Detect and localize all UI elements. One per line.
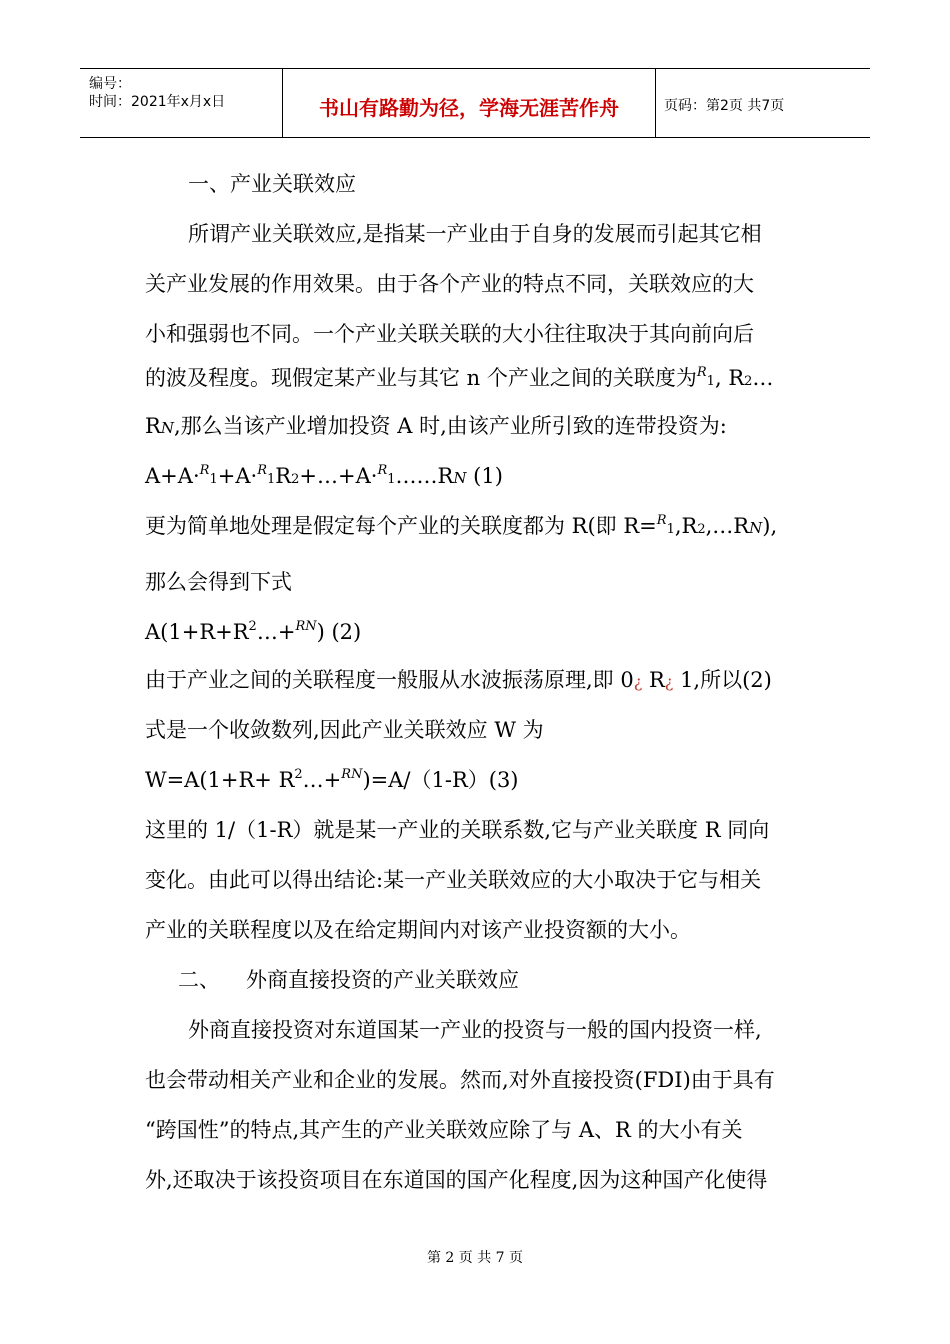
symbol: A xyxy=(355,464,371,488)
symbol: 1 xyxy=(209,472,218,487)
paragraph-line: 产业的关联程度以及在给定期间内对该产业投资额的大小。 xyxy=(145,918,691,942)
symbol: R xyxy=(145,414,161,438)
time-label: 时间：2021年x月x日 xyxy=(89,94,226,110)
symbol: R xyxy=(295,619,306,634)
section-heading-2-number: 二、 xyxy=(178,968,220,992)
equation-2 xyxy=(145,620,361,645)
page-label: 页码：第2页 共7页 xyxy=(664,98,785,114)
symbol: R xyxy=(696,365,707,380)
symbol: A xyxy=(177,464,193,488)
symbol: … xyxy=(316,464,338,488)
page-footer: 第 2 页 共 7 页 xyxy=(426,1250,524,1266)
symbol: , xyxy=(714,366,722,390)
symbol: R xyxy=(199,463,210,478)
number-label: 编号： xyxy=(89,76,131,92)
text: )=A/（1-R）(3) xyxy=(362,768,519,792)
symbol: 1 xyxy=(266,472,276,487)
symbol: R xyxy=(681,514,698,538)
paragraph-line: “跨国性”的特点,其产生的产业关联效应除了与 A、R 的大小有关 xyxy=(145,1118,743,1142)
symbol: 2 xyxy=(744,374,753,389)
symbol: R xyxy=(648,668,665,692)
symbol: R xyxy=(275,464,292,488)
symbol: N xyxy=(453,469,467,487)
symbol: 1 xyxy=(387,472,396,487)
text: A(1+R+R xyxy=(145,620,249,644)
paragraph-line: 这里的 1/（1-R）就是某一产业的关联系数,它与产业关联度 R 同向 xyxy=(145,818,770,842)
paragraph-line: 外,还取决于该投资项目在东道国的国产化程度,因为这种国产化使得 xyxy=(145,1168,768,1192)
symbol: 1 xyxy=(666,522,675,537)
text: ,…R xyxy=(705,514,750,538)
paragraph-line: 关产业发展的作用效果。由于各个产业的特点不同，关联效应的大 xyxy=(145,272,754,296)
symbol: N xyxy=(160,419,174,437)
symbol: R xyxy=(656,513,667,528)
section-heading-2: 外商直接投资的产业关联效应 xyxy=(246,968,519,992)
symbol: N xyxy=(351,767,363,782)
paragraph-line: 也会带动相关产业和企业的发展。然而,对外直接投资(FDI)由于具有 xyxy=(145,1068,775,1092)
symbol: A xyxy=(145,464,161,488)
symbol: · xyxy=(250,464,258,488)
symbol: + xyxy=(217,464,236,488)
page-header xyxy=(80,68,870,138)
paragraph-line: 变化。由此可以得出结论:某一产业关联效应的大小取决于它与相关 xyxy=(145,868,762,892)
symbol: + xyxy=(337,464,356,488)
paragraph-line: 那么会得到下式 xyxy=(145,570,292,594)
symbol: ¿ xyxy=(633,672,643,691)
text: 1,所以(2) xyxy=(680,668,772,692)
section-heading-1: 一、产业关联效应 xyxy=(188,172,356,196)
symbol: R xyxy=(437,464,454,488)
paragraph-line xyxy=(145,414,727,439)
symbol: , xyxy=(674,514,682,538)
symbol: + xyxy=(323,768,342,792)
paragraph-line: 小和强弱也不同。一个产业关联关联的大小往往取决于其向前向后 xyxy=(145,322,754,346)
symbol: A xyxy=(235,464,251,488)
text: 由于产业之间的关联程度一般服从水波振荡原理,即 0 xyxy=(145,668,634,692)
text: …+ xyxy=(256,620,296,644)
text: W=A(1+R+ R xyxy=(145,768,295,792)
symbol: 1 xyxy=(706,374,715,389)
paragraph-line xyxy=(145,514,777,539)
symbol: N xyxy=(749,519,763,537)
header-info-cell xyxy=(80,69,282,137)
symbol: … xyxy=(752,366,774,390)
motto: 书山有路勤为径，学海无涯苦作舟 xyxy=(319,96,619,120)
symbol: R xyxy=(257,463,267,478)
symbol: … xyxy=(302,768,324,792)
symbol: 2 xyxy=(294,767,303,782)
text: ,那么当该产业增加投资 A 时,由该产业所引致的连带投资为: xyxy=(173,414,727,438)
equation-number: (1) xyxy=(473,464,503,488)
header-motto-cell xyxy=(282,69,656,137)
symbol: R xyxy=(341,767,352,782)
symbol: + xyxy=(160,464,178,488)
text: ) (2) xyxy=(316,620,362,644)
paragraph-line: 所谓产业关联效应,是指某一产业由于自身的发展而引起其它相 xyxy=(188,222,762,246)
symbol: R xyxy=(728,366,745,390)
paragraph-line: 式是一个收敛数列,因此产业关联效应 W 为 xyxy=(145,718,544,742)
paragraph-line: 外商直接投资对东道国某一产业的投资与一般的国内投资一样, xyxy=(188,1018,762,1042)
symbol: R xyxy=(377,463,388,478)
symbol: ¿ xyxy=(664,672,674,691)
equation-1 xyxy=(145,464,503,489)
symbol: + xyxy=(299,464,317,488)
text: 的波及程度。现假定某产业与其它 n 个产业之间的关联度为 xyxy=(145,366,697,390)
symbol: · xyxy=(192,464,200,488)
header-page-cell xyxy=(656,69,870,137)
symbol: N xyxy=(305,619,317,634)
equation-3 xyxy=(145,768,519,793)
text: ), xyxy=(762,514,778,538)
paragraph-line xyxy=(145,366,773,391)
symbol: …… xyxy=(395,464,438,488)
symbol: 2 xyxy=(697,522,706,537)
text: 更为简单地处理是假定每个产业的关联度都为 R(即 R= xyxy=(145,514,657,538)
symbol: 2 xyxy=(248,619,257,634)
paragraph-line xyxy=(145,668,772,693)
symbol: · xyxy=(370,464,378,488)
symbol: 2 xyxy=(291,472,300,487)
